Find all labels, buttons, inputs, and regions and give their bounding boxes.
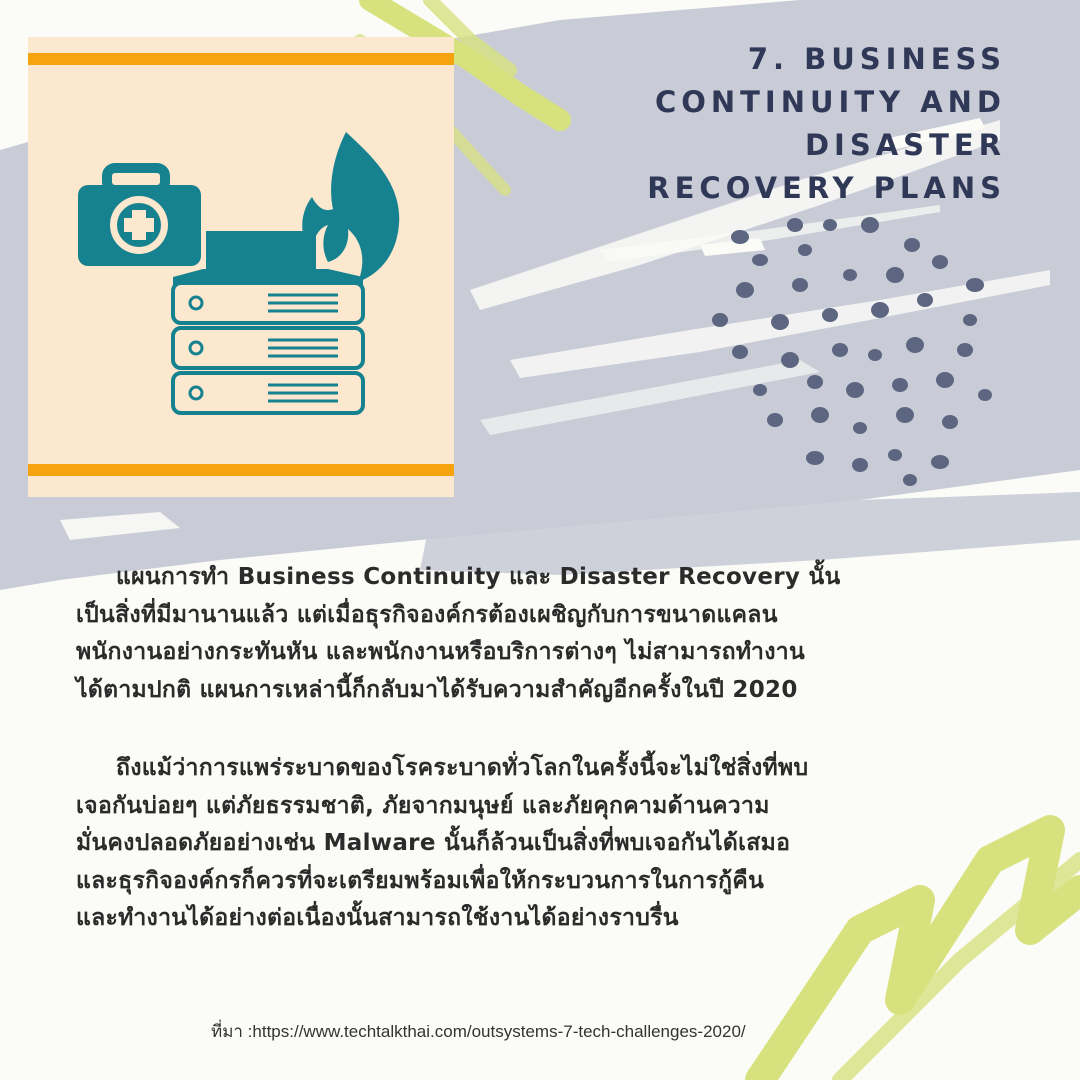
paragraph-2-line-2: เจอกันบ่อยๆ แต่ภัยธรรมชาติ, ภัยจากมนุษย์ และภัยคุกคามด้านความ	[76, 792, 770, 819]
paragraph-1-line-2: เป็นสิ่งที่มีมานานแล้ว แต่เมื่อธุรกิจองค์กรต้องเผชิญกับการขนาดแคลน	[76, 601, 778, 628]
paragraph-1-line-3: พนักงานอย่างกระทันหัน และพนักงานหรือบริการต่างๆ ไม่สามารถทำงาน	[76, 639, 805, 665]
paragraph-2-line-3: มั่นคงปลอดภัยอย่างเช่น Malware นั้นก็ล้วนเป็นสิ่งที่พบเจอกันได้เสมอ	[76, 830, 791, 856]
body-paragraph-1	[76, 559, 996, 709]
paragraph-2-line-5: และทำงานได้อย่างต่อเนื่องนั้นสามารถใช้งานได้อย่างราบรื่น	[76, 905, 679, 931]
paragraph-1-line-1: แผนการทำ Business Continuity และ Disaster Recovery นั้น	[116, 564, 841, 590]
title-line-4: RECOVERY PLANS	[647, 171, 1006, 205]
illustration-card	[28, 37, 454, 497]
illustration	[28, 37, 454, 497]
paragraph-1-line-4: ได้ตามปกติ แผนการเหล่านี้ก็กลับมาได้รับความสำคัญอีกครั้งในปี 2020	[76, 676, 798, 703]
title-line-2: CONTINUITY AND	[654, 85, 1006, 119]
title-line-3: DISASTER	[804, 128, 1006, 162]
body-paragraph-2	[76, 750, 996, 938]
page-title	[566, 38, 1006, 210]
source-citation: ที่มา :https://www.techtalkthai.com/outsystems-7-tech-challenges-2020/	[211, 1022, 746, 1041]
fire-icon	[302, 132, 399, 282]
first-aid-kit-icon	[78, 168, 201, 266]
title-line-1: 7. BUSINESS	[747, 42, 1006, 76]
paragraph-2-line-4: และธุรกิจองค์กรก็ควรที่จะเตรียมพร้อมเพื่อให้กระบวนการในการกู้คืน	[76, 867, 765, 894]
paragraph-2-line-1: ถึงแม้ว่าการแพร่ระบาดของโรคระบาดทั่วโลกในครั้งนี้จะไม่ใช่สิ่งที่พบ	[116, 755, 809, 781]
